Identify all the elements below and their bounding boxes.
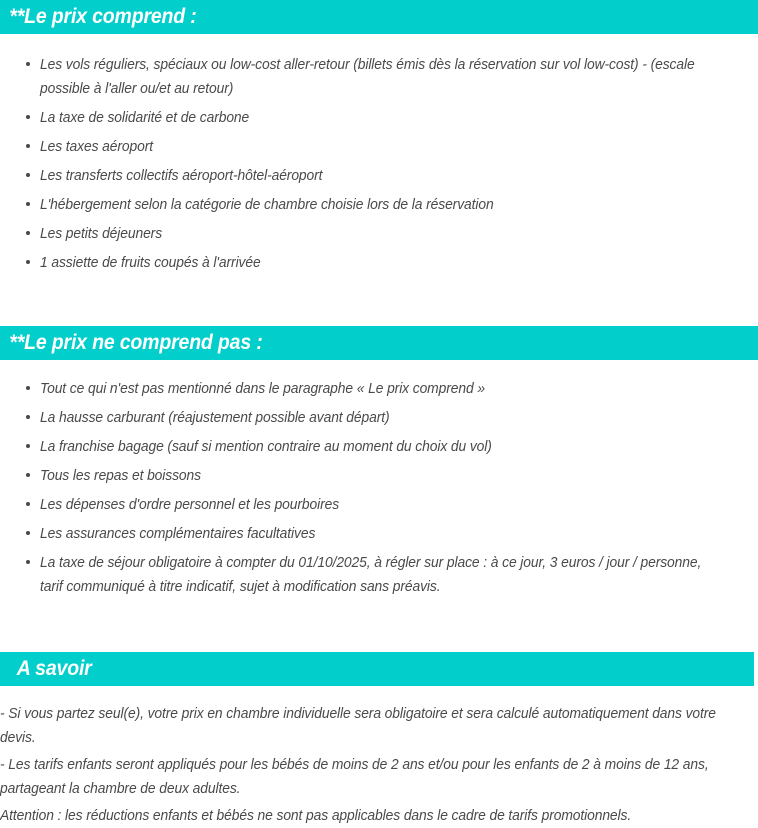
list-item-label: La hausse carburant (réajustement possible avant départ) [40, 410, 390, 426]
price-excludes-list [0, 377, 758, 599]
list-item [0, 551, 758, 599]
bullet-dot-icon [26, 115, 30, 119]
good-to-know-paragraphs [0, 686, 758, 828]
list-item [0, 106, 758, 130]
section-header-good-to-know [0, 652, 754, 686]
price-excludes-list-zone [0, 360, 758, 599]
bullet-dot-icon [26, 386, 30, 390]
price-includes-list-zone [0, 34, 758, 275]
paragraph [0, 702, 750, 750]
section-header-price-includes-label: **Le prix comprend : [0, 0, 705, 34]
bullet-dot-icon [26, 260, 30, 264]
paragraph-text: - Si vous partez seul(e), votre prix en chambre individuelle sera obligatoire et sera calculé automatiquement dans votre devis. [0, 706, 716, 746]
bullet-dot-icon [26, 473, 30, 477]
list-item-label: Tous les repas et boissons [40, 468, 201, 484]
list-item-label: Les vols réguliers, spéciaux ou low-cost aller-retour (billets émis dès la réservation sur vol low-cost) - (escale possible à l'aller ou/et au retour) [40, 57, 695, 97]
list-item [0, 406, 758, 430]
bullet-dot-icon [26, 502, 30, 506]
list-item [0, 164, 758, 188]
bullet-dot-icon [26, 444, 30, 448]
section-header-good-to-know-label: A savoir [0, 652, 701, 686]
section-header-price-excludes-label: **Le prix ne comprend pas : [0, 326, 705, 360]
paragraph [0, 753, 750, 801]
list-item [0, 135, 758, 159]
section-spacer [0, 280, 758, 326]
list-item-label: Les taxes aéroport [40, 139, 153, 155]
list-item-label: La taxe de solidarité et de carbone [40, 110, 250, 126]
price-includes-list [0, 53, 758, 275]
list-item [0, 435, 758, 459]
list-item-label: La franchise bagage (sauf si mention contraire au moment du choix du vol) [40, 439, 492, 455]
bullet-dot-icon [26, 173, 30, 177]
list-item [0, 522, 758, 546]
bullet-dot-icon [26, 231, 30, 235]
list-item-label: Les petits déjeuners [40, 226, 163, 242]
list-item-label: Les dépenses d'ordre personnel et les pourboires [40, 497, 340, 513]
list-item [0, 464, 758, 488]
list-item [0, 251, 758, 275]
list-item-label: Tout ce qui n'est pas mentionné dans le paragraphe « Le prix comprend » [40, 381, 485, 397]
list-item [0, 377, 758, 401]
paragraph-text: - Les tarifs enfants seront appliqués pour les bébés de moins de 2 ans et/ou pour les enfants de 2 à moins de 12 ans, partageant la chambre de deux adultes. [0, 757, 709, 797]
section-header-price-excludes [0, 326, 758, 360]
section-spacer [0, 604, 758, 652]
list-item [0, 493, 758, 517]
bullet-dot-icon [26, 531, 30, 535]
bullet-dot-icon [26, 144, 30, 148]
list-item [0, 222, 758, 246]
list-item-label: 1 assiette de fruits coupés à l'arrivée [40, 255, 261, 271]
list-item [0, 53, 758, 101]
bullet-dot-icon [26, 415, 30, 419]
list-item-label: Les transferts collectifs aéroport-hôtel-aéroport [40, 168, 323, 184]
bullet-dot-icon [26, 202, 30, 206]
list-item-label: L'hébergement selon la catégorie de chambre choisie lors de la réservation [40, 197, 494, 213]
section-header-price-includes [0, 0, 758, 34]
list-item-label: Les assurances complémentaires facultatives [40, 526, 316, 542]
list-item-label: La taxe de séjour obligatoire à compter du 01/10/2025, à régler sur place : à ce jour, 3 euros / jour / personne, tarif communiqué à titre indicatif, sujet à modification sans préavis. [40, 555, 702, 595]
list-item [0, 193, 758, 217]
paragraph-text: Attention : les réductions enfants et bébés ne sont pas applicables dans le cadre de tarifs promotionnels. [0, 808, 632, 824]
paragraph [0, 804, 750, 828]
bullet-dot-icon [26, 560, 30, 564]
bullet-dot-icon [26, 62, 30, 66]
